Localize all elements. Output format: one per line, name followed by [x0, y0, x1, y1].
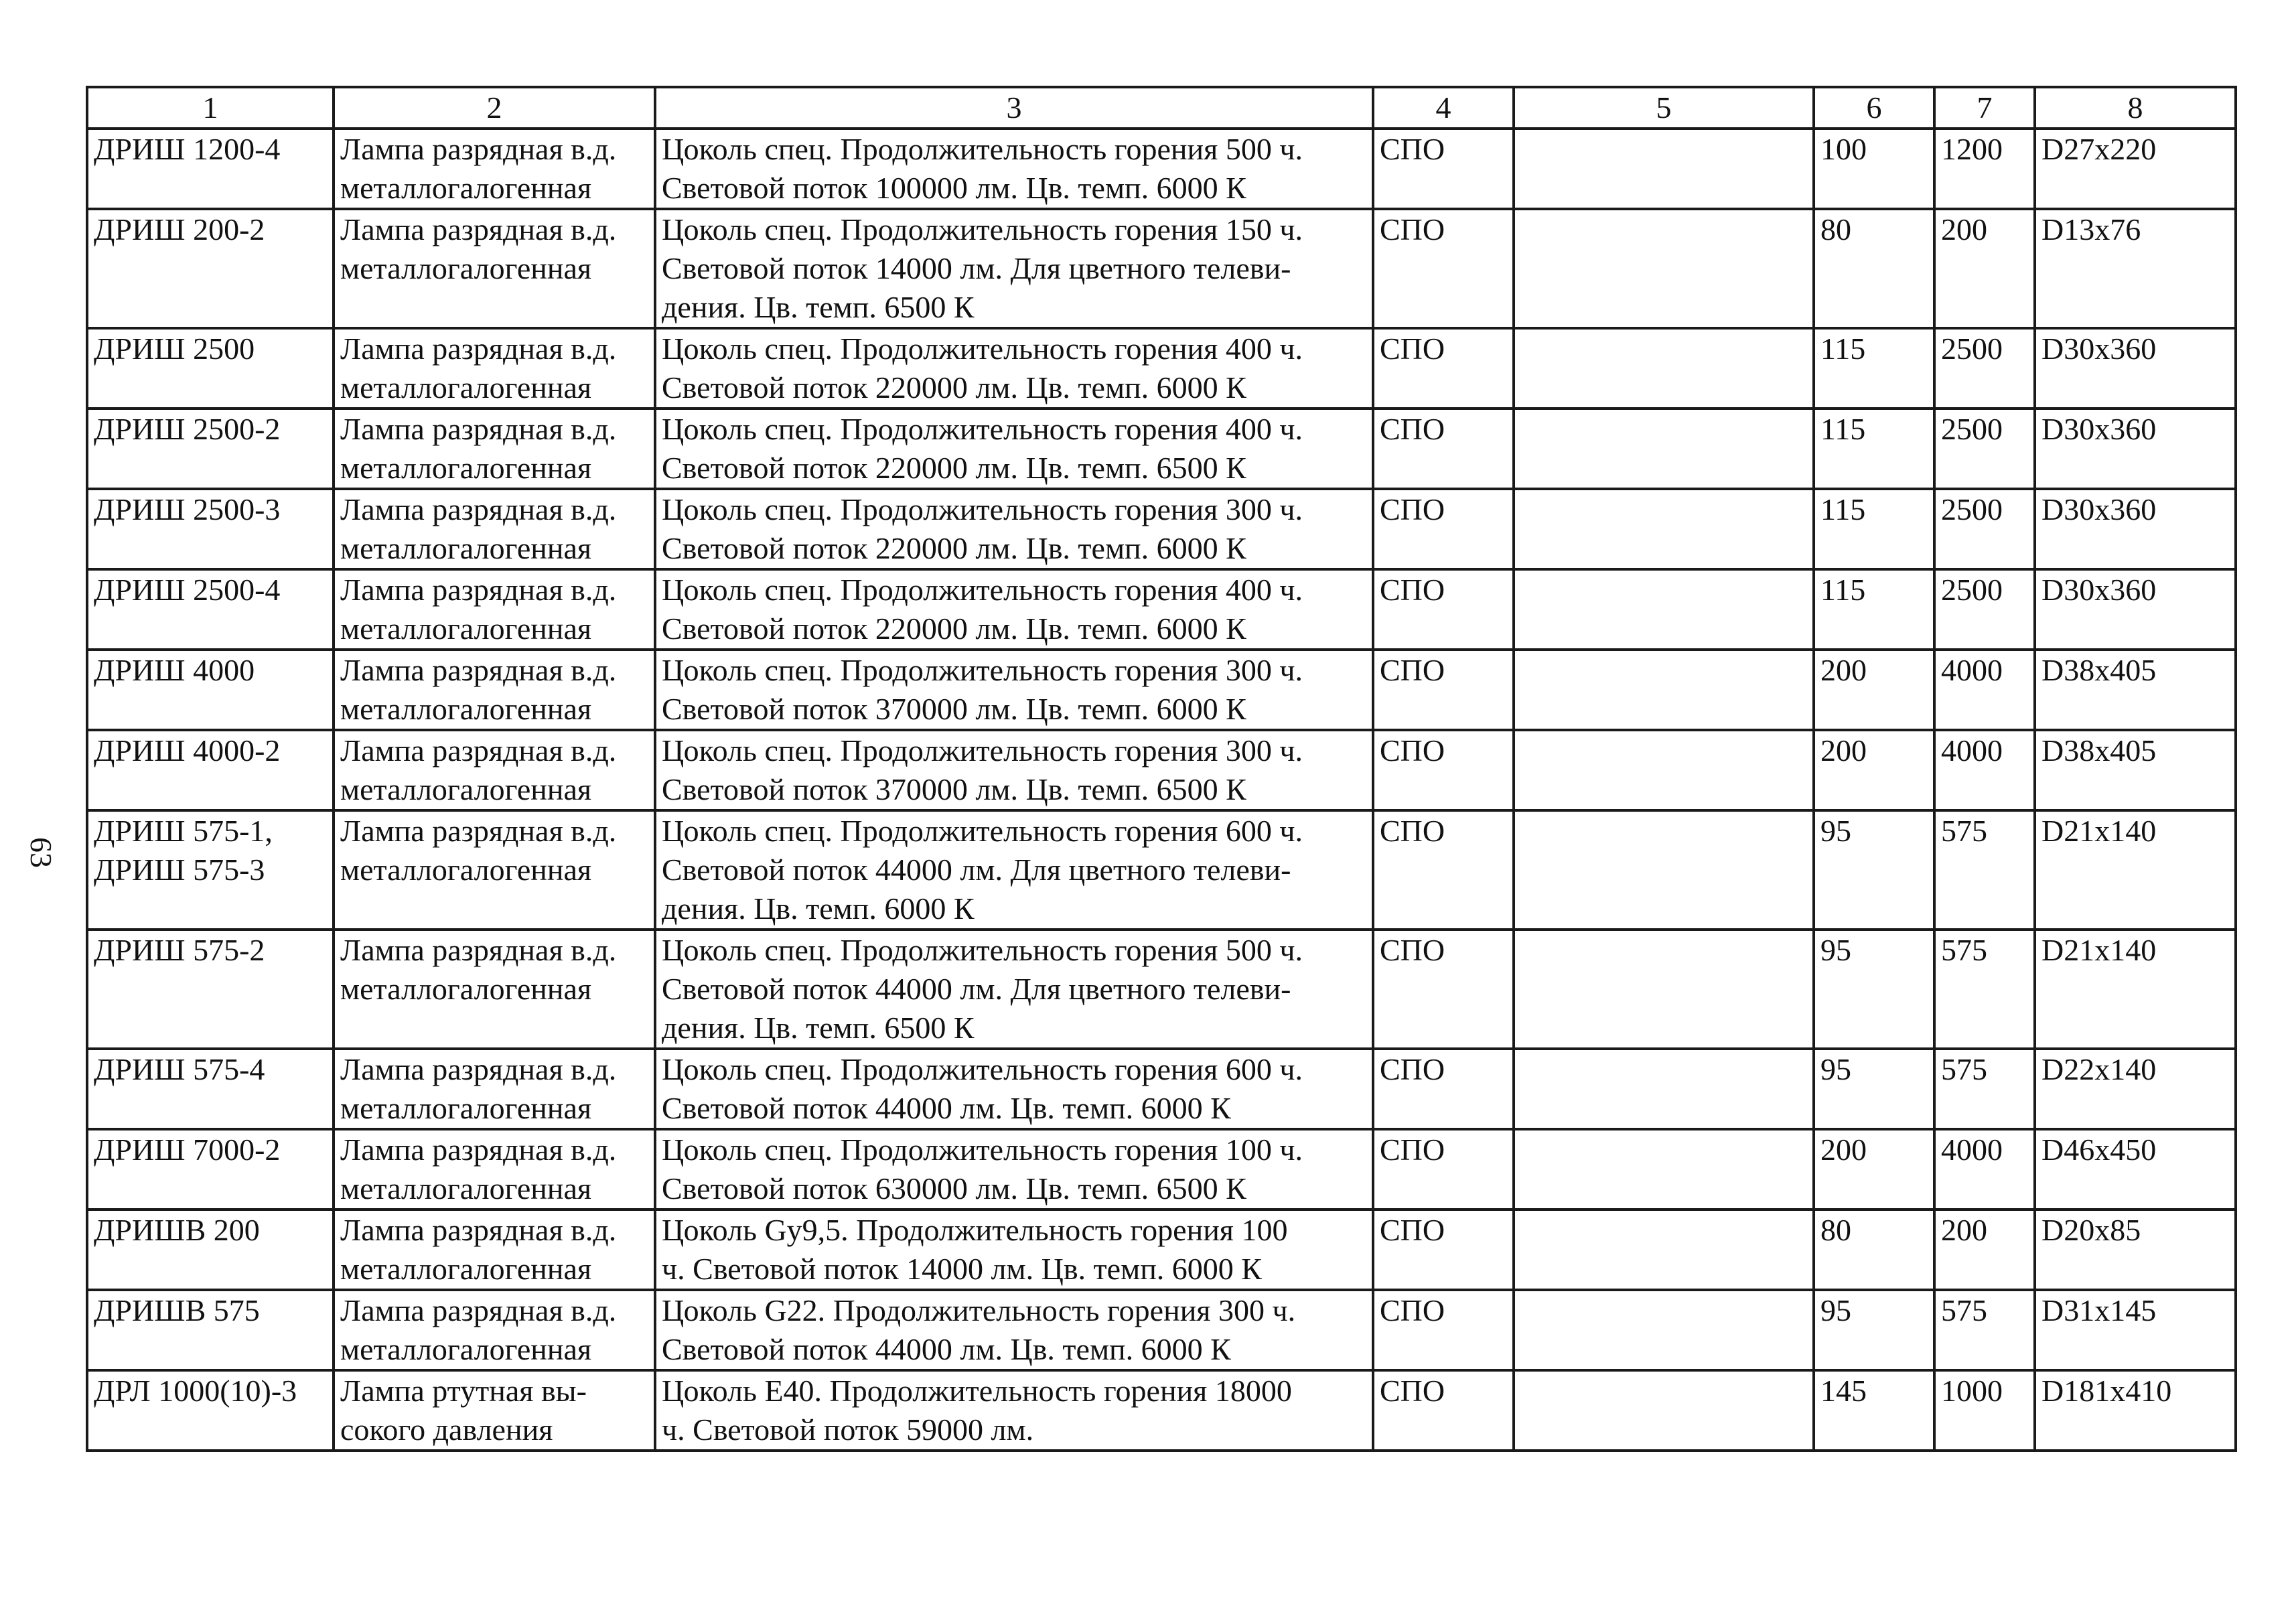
- source-cell: СПО: [1373, 1049, 1514, 1129]
- lamp-type-cell: [87, 489, 334, 569]
- voltage-cell: 95: [1814, 930, 1934, 1049]
- column-5-cell: [1514, 930, 1814, 1049]
- table-body: [87, 129, 2236, 1451]
- source-cell: СПО: [1373, 810, 1514, 930]
- lamp-description-line: металлогалогенная: [340, 772, 592, 806]
- table-header-row: [87, 87, 2236, 129]
- lamp-description-line: металлогалогенная: [340, 171, 592, 205]
- dimensions-cell: D30x360: [2035, 328, 2236, 409]
- lamp-description-line: Лампа разрядная в.д.: [340, 332, 617, 366]
- table-row: [87, 1290, 2236, 1370]
- lamp-characteristics-line: Цоколь спец. Продолжительность горения 600 ч.: [662, 814, 1303, 848]
- table-row: [87, 1370, 2236, 1451]
- lamp-characteristics-line: Цоколь спец. Продолжительность горения 300 ч.: [662, 733, 1303, 768]
- lamp-characteristics-line: Световой поток 220000 лм. Цв. темп. 6000 К: [662, 611, 1246, 646]
- power-cell: 4000: [1934, 1129, 2035, 1210]
- lamp-characteristics-line: Цоколь спец. Продолжительность горения 400 ч.: [662, 412, 1303, 446]
- column-5-cell: [1514, 1290, 1814, 1370]
- lamp-type-line: ДРИШ 2500-2: [94, 412, 281, 446]
- source-cell: СПО: [1373, 730, 1514, 810]
- lamp-characteristics-cell: [655, 1210, 1373, 1290]
- dimensions-cell: D30x360: [2035, 569, 2236, 650]
- lamp-type-cell: [87, 569, 334, 650]
- lamp-type-line: ДРИШ 1200-4: [94, 132, 281, 166]
- column-5-cell: [1514, 328, 1814, 409]
- lamp-type-line: ДРИШ 575-3: [94, 853, 265, 887]
- lamp-characteristics-cell: [655, 129, 1373, 209]
- lamp-characteristics-line: Цоколь спец. Продолжительность горения 500 ч.: [662, 933, 1303, 967]
- lamp-characteristics-line: Цоколь спец. Продолжительность горения 400 ч.: [662, 573, 1303, 607]
- lamp-description-line: металлогалогенная: [340, 853, 592, 887]
- table-row: [87, 209, 2236, 328]
- column-header-6: 6: [1814, 87, 1934, 129]
- lamp-description-line: Лампа разрядная в.д.: [340, 212, 617, 246]
- voltage-cell: 145: [1814, 1370, 1934, 1451]
- lamp-description-cell: [334, 489, 655, 569]
- column-5-cell: [1514, 129, 1814, 209]
- power-cell: 200: [1934, 1210, 2035, 1290]
- source-cell: СПО: [1373, 328, 1514, 409]
- power-cell: 2500: [1934, 569, 2035, 650]
- lamp-characteristics-cell: [655, 810, 1373, 930]
- lamp-characteristics-line: дения. Цв. темп. 6500 К: [662, 1011, 975, 1045]
- lamp-characteristics-cell: [655, 328, 1373, 409]
- lamp-characteristics-line: Световой поток 220000 лм. Цв. темп. 6000 К: [662, 531, 1246, 565]
- lamp-description-cell: [334, 930, 655, 1049]
- lamp-characteristics-line: Световой поток 14000 лм. Для цветного телеви-: [662, 251, 1291, 285]
- power-cell: 575: [1934, 930, 2035, 1049]
- lamp-description-cell: [334, 209, 655, 328]
- lamp-characteristics-line: Цоколь спец. Продолжительность горения 100 ч.: [662, 1132, 1303, 1167]
- power-cell: 2500: [1934, 489, 2035, 569]
- table-row: [87, 650, 2236, 730]
- lamp-type-line: ДРИШ 575-4: [94, 1052, 265, 1086]
- voltage-cell: 200: [1814, 730, 1934, 810]
- lamp-characteristics-line: Световой поток 44000 лм. Для цветного телеви-: [662, 853, 1291, 887]
- dimensions-cell: D30x360: [2035, 489, 2236, 569]
- lamp-description-line: металлогалогенная: [340, 611, 592, 646]
- lamp-characteristics-line: Цоколь G22. Продолжительность горения 300 ч.: [662, 1293, 1296, 1327]
- lamp-characteristics-line: Цоколь спец. Продолжительность горения 600 ч.: [662, 1052, 1303, 1086]
- voltage-cell: 200: [1814, 1129, 1934, 1210]
- voltage-cell: 80: [1814, 1210, 1934, 1290]
- lamp-description-cell: [334, 650, 655, 730]
- source-cell: СПО: [1373, 209, 1514, 328]
- lamp-description-line: Лампа разрядная в.д.: [340, 1213, 617, 1247]
- lamp-type-line: ДРЛ 1000(10)-3: [94, 1374, 297, 1408]
- lamp-characteristics-line: Световой поток 44000 лм. Цв. темп. 6000 К: [662, 1091, 1231, 1125]
- power-cell: 2500: [1934, 328, 2035, 409]
- source-cell: СПО: [1373, 489, 1514, 569]
- lamp-description-cell: [334, 730, 655, 810]
- lamp-characteristics-line: Световой поток 220000 лм. Цв. темп. 6000 К: [662, 370, 1246, 405]
- lamp-characteristics-line: дения. Цв. темп. 6000 К: [662, 891, 975, 926]
- table-row: [87, 930, 2236, 1049]
- column-5-cell: [1514, 810, 1814, 930]
- lamp-characteristics-line: Световой поток 630000 лм. Цв. темп. 6500 К: [662, 1171, 1246, 1205]
- voltage-cell: 200: [1814, 650, 1934, 730]
- lamp-characteristics-line: Цоколь спец. Продолжительность горения 500 ч.: [662, 132, 1303, 166]
- column-5-cell: [1514, 489, 1814, 569]
- source-cell: СПО: [1373, 409, 1514, 489]
- lamp-type-cell: [87, 1049, 334, 1129]
- column-5-cell: [1514, 1129, 1814, 1210]
- source-cell: СПО: [1373, 129, 1514, 209]
- column-header-8: 8: [2035, 87, 2236, 129]
- power-cell: 4000: [1934, 730, 2035, 810]
- lamp-type-cell: [87, 1129, 334, 1210]
- lamp-description-line: Лампа разрядная в.д.: [340, 132, 617, 166]
- lamp-description-line: Лампа ртутная вы-: [340, 1374, 587, 1408]
- table-row: [87, 730, 2236, 810]
- lamp-characteristics-cell: [655, 1290, 1373, 1370]
- source-cell: СПО: [1373, 1129, 1514, 1210]
- power-cell: 1000: [1934, 1370, 2035, 1451]
- lamp-description-line: металлогалогенная: [340, 1252, 592, 1286]
- lamp-description-cell: [334, 1129, 655, 1210]
- lamp-type-cell: [87, 730, 334, 810]
- column-5-cell: [1514, 209, 1814, 328]
- lamp-type-line: ДРИШ 2500-4: [94, 573, 281, 607]
- lamp-description-line: металлогалогенная: [340, 1332, 592, 1366]
- lamp-characteristics-line: Световой поток 44000 лм. Цв. темп. 6000 К: [662, 1332, 1231, 1366]
- lamp-description-line: металлогалогенная: [340, 370, 592, 405]
- dimensions-cell: D38x405: [2035, 650, 2236, 730]
- power-cell: 1200: [1934, 129, 2035, 209]
- voltage-cell: 115: [1814, 489, 1934, 569]
- lamp-characteristics-line: Световой поток 370000 лм. Цв. темп. 6000 К: [662, 692, 1246, 726]
- lamp-characteristics-line: Цоколь спец. Продолжительность горения 150 ч.: [662, 212, 1303, 246]
- lamp-type-line: ДРИШВ 200: [94, 1213, 260, 1247]
- lamp-description-cell: [334, 328, 655, 409]
- lamp-description-line: Лампа разрядная в.д.: [340, 1293, 617, 1327]
- column-5-cell: [1514, 730, 1814, 810]
- lamp-type-line: ДРИШ 4000-2: [94, 733, 281, 768]
- table-row: [87, 129, 2236, 209]
- column-header-4: 4: [1373, 87, 1514, 129]
- lamp-type-cell: [87, 650, 334, 730]
- lamp-description-line: металлогалогенная: [340, 1091, 592, 1125]
- dimensions-cell: D181x410: [2035, 1370, 2236, 1451]
- column-header-7: 7: [1934, 87, 2035, 129]
- table-row: [87, 810, 2236, 930]
- lamp-characteristics-cell: [655, 930, 1373, 1049]
- lamp-type-cell: [87, 209, 334, 328]
- lamp-description-line: Лампа разрядная в.д.: [340, 814, 617, 848]
- lamp-type-cell: [87, 1210, 334, 1290]
- source-cell: СПО: [1373, 1290, 1514, 1370]
- power-cell: 575: [1934, 1290, 2035, 1370]
- lamp-characteristics-cell: [655, 409, 1373, 489]
- voltage-cell: 95: [1814, 1049, 1934, 1129]
- lamp-type-line: ДРИШ 200-2: [94, 212, 265, 246]
- lamp-characteristics-line: Световой поток 370000 лм. Цв. темп. 6500 К: [662, 772, 1246, 806]
- lamp-characteristics-line: Цоколь спец. Продолжительность горения 400 ч.: [662, 332, 1303, 366]
- lamp-description-cell: [334, 1370, 655, 1451]
- lamp-type-line: ДРИШ 7000-2: [94, 1132, 281, 1167]
- column-5-cell: [1514, 650, 1814, 730]
- lamp-type-cell: [87, 129, 334, 209]
- page-number: 63: [24, 837, 58, 868]
- dimensions-cell: D21x140: [2035, 810, 2236, 930]
- lamp-description-line: металлогалогенная: [340, 972, 592, 1006]
- lamp-description-cell: [334, 1049, 655, 1129]
- lamp-characteristics-line: дения. Цв. темп. 6500 К: [662, 290, 975, 324]
- dimensions-cell: D38x405: [2035, 730, 2236, 810]
- lamp-description-line: Лампа разрядная в.д.: [340, 492, 617, 526]
- lamp-description-line: металлогалогенная: [340, 692, 592, 726]
- column-header-5: 5: [1514, 87, 1814, 129]
- power-cell: 575: [1934, 810, 2035, 930]
- lamp-characteristics-line: Цоколь спец. Продолжительность горения 300 ч.: [662, 653, 1303, 687]
- voltage-cell: 100: [1814, 129, 1934, 209]
- lamp-description-line: Лампа разрядная в.д.: [340, 412, 617, 446]
- dimensions-cell: D21x140: [2035, 930, 2236, 1049]
- lamp-description-line: металлогалогенная: [340, 1171, 592, 1205]
- voltage-cell: 80: [1814, 209, 1934, 328]
- lamp-type-cell: [87, 810, 334, 930]
- lamp-characteristics-line: Световой поток 100000 лм. Цв. темп. 6000 К: [662, 171, 1246, 205]
- lamp-characteristics-line: ч. Световой поток 59000 лм.: [662, 1412, 1034, 1447]
- lamp-characteristics-line: Световой поток 220000 лм. Цв. темп. 6500 К: [662, 451, 1246, 485]
- source-cell: СПО: [1373, 930, 1514, 1049]
- lamp-characteristics-line: Цоколь Е40. Продолжительность горения 18000: [662, 1374, 1292, 1408]
- lamp-description-line: металлогалогенная: [340, 531, 592, 565]
- source-cell: СПО: [1373, 1370, 1514, 1451]
- lamp-characteristics-cell: [655, 489, 1373, 569]
- power-cell: 4000: [1934, 650, 2035, 730]
- source-cell: СПО: [1373, 569, 1514, 650]
- power-cell: 2500: [1934, 409, 2035, 489]
- lamp-characteristics-line: Цоколь спец. Продолжительность горения 300 ч.: [662, 492, 1303, 526]
- lamp-description-line: Лампа разрядная в.д.: [340, 653, 617, 687]
- lamp-characteristics-line: Световой поток 44000 лм. Для цветного телеви-: [662, 972, 1291, 1006]
- lamp-type-cell: [87, 409, 334, 489]
- lamp-description-line: Лампа разрядная в.д.: [340, 1052, 617, 1086]
- column-header-2: 2: [334, 87, 655, 129]
- source-cell: СПО: [1373, 1210, 1514, 1290]
- dimensions-cell: D22x140: [2035, 1049, 2236, 1129]
- lamp-description-line: металлогалогенная: [340, 451, 592, 485]
- lamp-type-line: ДРИШ 2500-3: [94, 492, 281, 526]
- lamp-type-cell: [87, 328, 334, 409]
- lamp-characteristics-cell: [655, 209, 1373, 328]
- lamp-description-cell: [334, 569, 655, 650]
- lamp-characteristics-cell: [655, 569, 1373, 650]
- dimensions-cell: D13x76: [2035, 209, 2236, 328]
- column-5-cell: [1514, 569, 1814, 650]
- dimensions-cell: D20x85: [2035, 1210, 2236, 1290]
- lamp-characteristics-cell: [655, 650, 1373, 730]
- lamp-description-line: Лампа разрядная в.д.: [340, 1132, 617, 1167]
- lamp-characteristics-cell: [655, 1049, 1373, 1129]
- lamp-characteristics-line: Цоколь Gy9,5. Продолжительность горения 100: [662, 1213, 1288, 1247]
- table-row: [87, 409, 2236, 489]
- column-5-cell: [1514, 409, 1814, 489]
- table-row: [87, 569, 2236, 650]
- lamp-spec-table: [86, 86, 2237, 1452]
- lamp-description-line: Лампа разрядная в.д.: [340, 933, 617, 967]
- lamp-description-line: сокого давления: [340, 1412, 553, 1447]
- table-row: [87, 328, 2236, 409]
- dimensions-cell: D31x145: [2035, 1290, 2236, 1370]
- lamp-characteristics-cell: [655, 730, 1373, 810]
- table-row: [87, 1210, 2236, 1290]
- lamp-description-line: металлогалогенная: [340, 251, 592, 285]
- voltage-cell: 115: [1814, 569, 1934, 650]
- lamp-characteristics-cell: [655, 1370, 1373, 1451]
- lamp-type-line: ДРИШВ 575: [94, 1293, 260, 1327]
- voltage-cell: 115: [1814, 328, 1934, 409]
- lamp-description-line: Лампа разрядная в.д.: [340, 573, 617, 607]
- lamp-description-line: Лампа разрядная в.д.: [340, 733, 617, 768]
- lamp-type-line: ДРИШ 4000: [94, 653, 255, 687]
- dimensions-cell: D46x450: [2035, 1129, 2236, 1210]
- column-5-cell: [1514, 1370, 1814, 1451]
- lamp-type-cell: [87, 1290, 334, 1370]
- lamp-description-cell: [334, 810, 655, 930]
- lamp-characteristics-cell: [655, 1129, 1373, 1210]
- lamp-type-line: ДРИШ 2500: [94, 332, 255, 366]
- column-5-cell: [1514, 1049, 1814, 1129]
- source-cell: СПО: [1373, 650, 1514, 730]
- lamp-characteristics-line: ч. Световой поток 14000 лм. Цв. темп. 6000 К: [662, 1252, 1262, 1286]
- table-row: [87, 1129, 2236, 1210]
- lamp-description-cell: [334, 409, 655, 489]
- lamp-type-cell: [87, 1370, 334, 1451]
- lamp-type-line: ДРИШ 575-2: [94, 933, 265, 967]
- column-5-cell: [1514, 1210, 1814, 1290]
- lamp-description-cell: [334, 1210, 655, 1290]
- lamp-description-cell: [334, 129, 655, 209]
- lamp-type-line: ДРИШ 575-1,: [94, 814, 273, 848]
- power-cell: 200: [1934, 209, 2035, 328]
- voltage-cell: 115: [1814, 409, 1934, 489]
- lamp-type-cell: [87, 930, 334, 1049]
- voltage-cell: 95: [1814, 810, 1934, 930]
- dimensions-cell: D30x360: [2035, 409, 2236, 489]
- table-row: [87, 1049, 2236, 1129]
- column-header-3: 3: [655, 87, 1373, 129]
- dimensions-cell: D27x220: [2035, 129, 2236, 209]
- lamp-description-cell: [334, 1290, 655, 1370]
- table-row: [87, 489, 2236, 569]
- column-header-1: 1: [87, 87, 334, 129]
- voltage-cell: 95: [1814, 1290, 1934, 1370]
- power-cell: 575: [1934, 1049, 2035, 1129]
